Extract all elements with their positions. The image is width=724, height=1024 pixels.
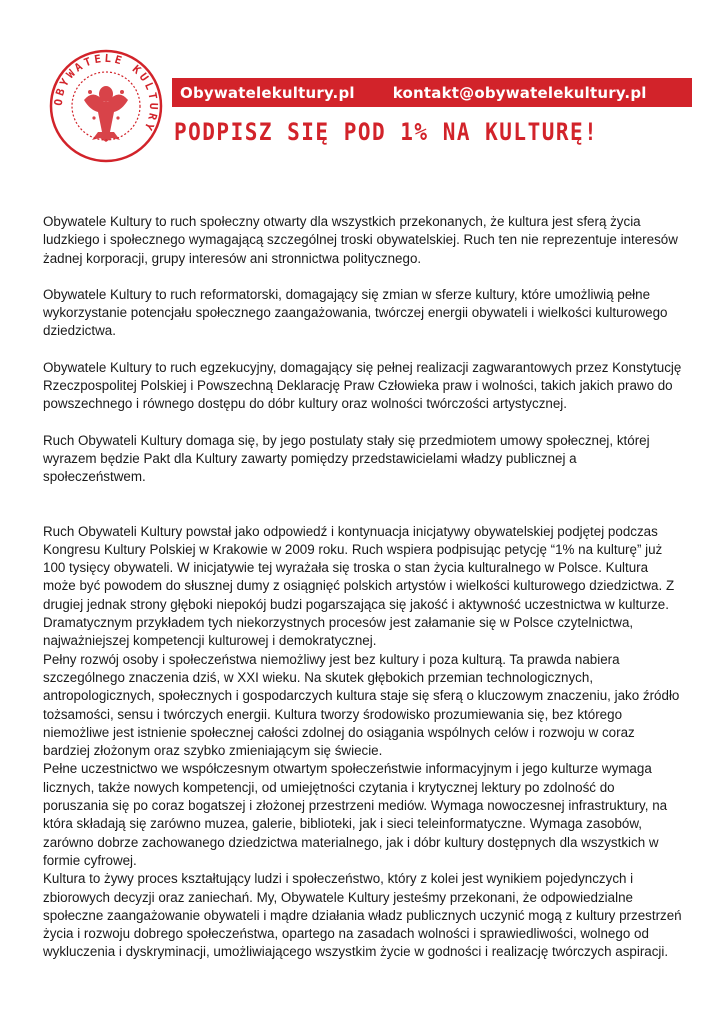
document-body bbox=[43, 213, 683, 962]
contact-banner bbox=[172, 78, 692, 107]
paragraph: Ruch Obywateli Kultury powstał jako odpowiedź i kontynuacja inicjatywy obywatelskiej podjętej podczas Kongresu Kultury Polskiej w Krakowie w 2009 roku. Ruch wspiera podpisując petycję “1% na kulturę” już 100 tysięcy obywateli. W inicjatywie tej wyrażała się troska o stan życia kulturalnego w Polsce. Kultura może być powodem do słusznej dumy z osiągnięć polskich artystów i wielkości kulturowego dziedzictwa. Z drugiej jednak strony głęboki niepokój budzi pogarszająca się jakość i aktywność uczestnictwa w kulturze. Dramatycznym przykładem tych niekorzystnych procesów jest załamanie się w Polsce czytelnictwa, najważniejszej kompetencji kulturowej i demokratycznej. bbox=[43, 523, 675, 649]
email-link[interactable]: kontakt@obywatelekultury.pl bbox=[392, 83, 647, 102]
paragraph: Kultura to żywy proces kształtujący ludzi i społeczeństwo, który z kolei jest wynikiem pojedynczych i zbiorowych decyzji oraz zaniechań. My, Obywatele Kultury jesteśmy przekonani, że odpowiedzialne społeczne zaangażowanie obywateli i mądre działania władz publicznych uczynić mogą z kultury przestrzeń życia i rozwoju dobrego społeczeństwa, opartego na zasadach wolności i sprawiedliwości, wolnego od wykluczenia i dyskryminacji, umożliwiającego wszystkim życie w godności i realizację twórczych aspiracji. bbox=[43, 871, 682, 960]
slogan: PODPISZ SIĘ POD 1% NA KULTURĘ! bbox=[174, 118, 599, 146]
paragraph: Ruch Obywateli Kultury domaga się, by jego postulaty stały się przedmiotem umowy społecznej, której wyrazem będzie Pakt dla Kultury zawarty pomiędzy przedstawicielami władzy publicznej a społeczeństwem. bbox=[43, 432, 650, 485]
paragraph: Pełny rozwój osoby i społeczeństwa niemożliwy jest bez kultury i poza kulturą. Ta prawda nabiera szczególnego znaczenia dziś, w XXI wieku. Na skutek głębokich przemian technologicznych, antropologicznych, społecznych i gospodarczych kultura staje się sferą o kluczowym znaczeniu, jako źródło tożsamości, sensu i twórczych energii. Kultura tworzy środowisko prozumiewania się, bez którego niemożliwe jest istnienie społecznej całości zdolnej do osiągania wspólnych celów i rozwoju w coraz bardziej złożonym oraz szybko zmieniającym się świecie. bbox=[43, 651, 680, 759]
website-link[interactable]: Obywatelekultury.pl bbox=[180, 83, 355, 102]
paragraph: Obywatele Kultury to ruch egzekucyjny, domagający się pełnej realizacji zagwarantowych przez Konstytucję Rzeczpospolitej Polskiej i Powszechną Deklarację Praw Człowieka praw i wolności, takich jakich prawo do powszechnego i równego dostępu do dóbr kultury oraz wolności twórczości artystycznej. bbox=[43, 359, 682, 412]
eagle-emblem-icon bbox=[84, 86, 128, 142]
obywatele-kultury-logo bbox=[48, 48, 164, 164]
logo-ring-text: OBYWATELE KULTURY bbox=[51, 51, 161, 135]
paragraph: Obywatele Kultury to ruch reformatorski, domagający się zmian w sferze kultury, które umożliwią pełne wykorzystanie potencjału społecznego zaangażowania, twórczej energii obywateli i wielkości kulturowego dziedzictwa. bbox=[43, 286, 668, 339]
letterhead bbox=[0, 0, 724, 190]
paragraph: Obywatele Kultury to ruch społeczny otwarty dla wszystkich przekonanych, że kultura jest sferą życia ludzkiego i społecznego wymagającą szczególnej troski obywatelskiej. Ruch ten nie reprezentuje interesów żadnej korporacji, grupy interesów ani stronnictwa politycznego. bbox=[43, 214, 678, 266]
paragraph: Pełne uczestnictwo we współczesnym otwartym społeczeństwie informacyjnym i jego kulturze wymaga licznych, także nowych kompetencji, od umiejętności czytania i krytycznej lektury po zdolność do poruszania się po coraz bogatszej i złożonej przestrzeni mediów. Wymaga nowoczesnej infrastruktury, na która składają się zarówno muzea, galerie, biblioteki, jak i sieci teleinformatyczne. Wymaga zasobów, zarówno dobrze zachowanego dziedzictwa materialnego, jak i dóbr kultury dostępnych dla wszystkich w formie cyfrowej. bbox=[43, 761, 668, 868]
